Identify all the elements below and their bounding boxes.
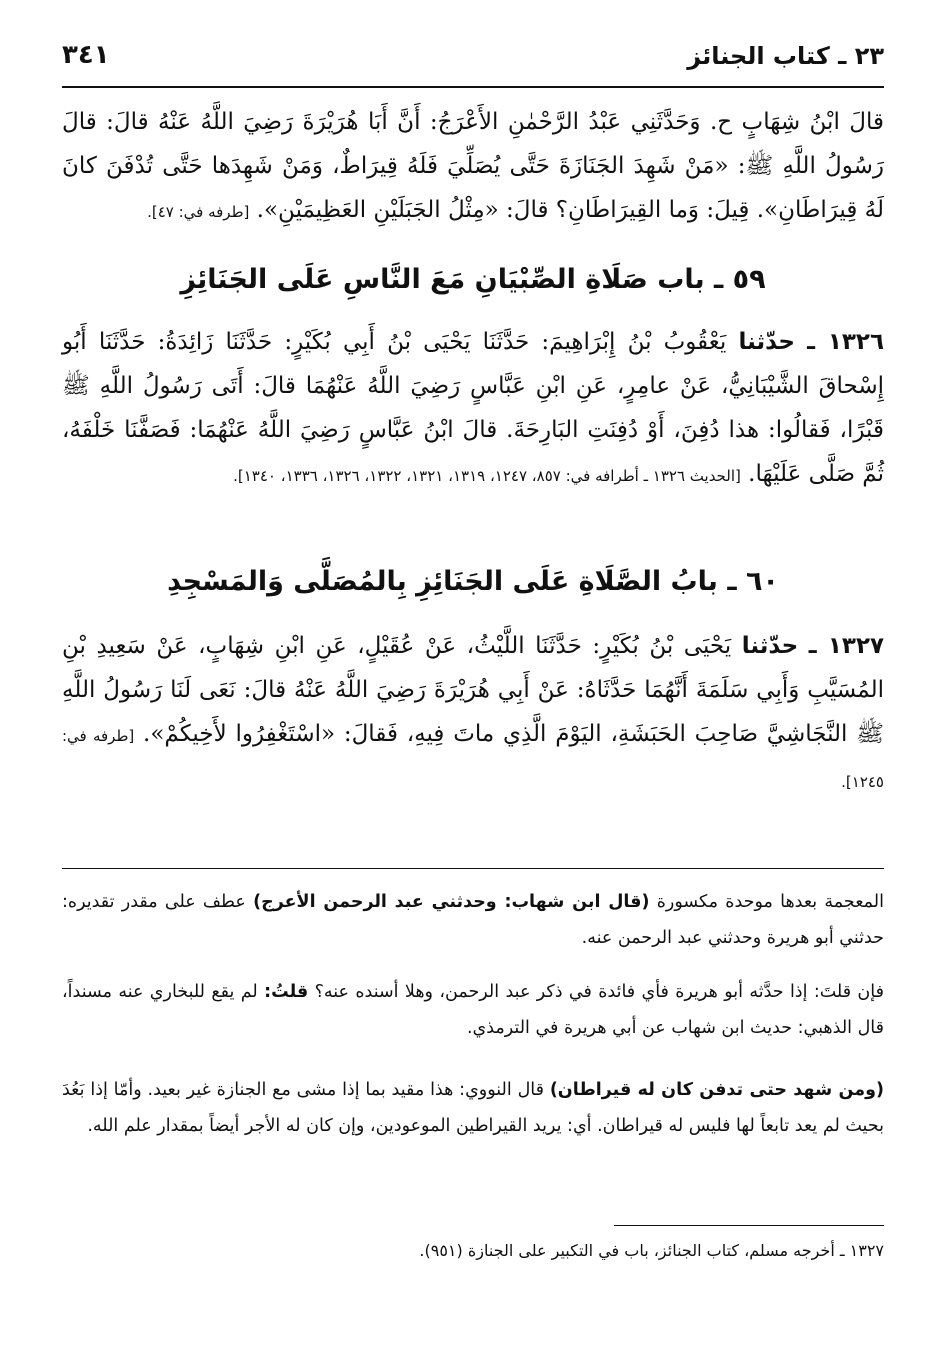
commentary-heading: (قال ابن شهاب: وحدثني عبد الرحمن الأعرج) (253, 892, 650, 912)
commentary-text: عطف على مقدر تقديره: حدثني أبو هريرة وحدثني عبد الرحمن عنه. (62, 892, 884, 948)
footnote-rule (614, 1225, 884, 1226)
hadith-label: حدّثنا (741, 633, 799, 659)
commentary-text: فإن قلتَ: إذا حدَّثه أبو هريرة فأي فائدة في ذكر عبد الرحمن، وهلا أسنده عنه؟ (314, 982, 884, 1002)
chapter-60-title: ٦٠ ـ بابُ الصَّلَاةِ عَلَى الجَنَائِزِ بِالمُصَلَّى وَالمَسْجِدِ (167, 566, 779, 597)
commentary-text: المعجمة بعدها موحدة مكسورة (656, 892, 884, 912)
book-title: ٢٣ ـ كتاب الجنائز (687, 42, 884, 70)
hadith-text: يَعْقُوبُ بْنُ إِبْرَاهِيمَ: حَدَّثَنَا يَحْيَى بْنُ أَبِي بُكَيْرٍ: حَدَّثَنَا زَائِدَةُ: حَدَّثَنَا أَبُو إِسْحاقَ الشَّيْبَانِيُّ، عَنْ عامِرٍ، عَنِ ابْنِ عَبَّاسٍ رَضِيَ اللَّهُ عَنْهُمَا قالَ: أَتَى رَسُولُ اللَّهِ ﷺ قَبْرًا، فَقالُوا: هذا دُفِنَ، أَوْ دُفِنَتِ البَارِحَةَ. قالَ ابْنُ عَبَّاسٍ رَضِيَ اللَّهُ عَنْهُمَا: فَصَفَّنَا خَلْفَهُ، ثُمَّ صَلَّى عَلَيْهَا. (62, 329, 884, 487)
hadith-1326 (62, 320, 884, 498)
hadith-text: يَحْيَى بْنُ بُكَيْرٍ: حَدَّثَنَا اللَّيْثُ، عَنْ عُقَيْلٍ، عَنِ ابْنِ شِهَابٍ، عَنْ سَعِيدِ بْنِ المُسَيَّبِ وَأَبِي سَلَمَةَ أَنَّهُمَا حَدَّثَاهُ: عَنْ أَبِي هُرَيْرَةَ رَضِيَ اللَّهُ عَنْهُ قالَ: نَعَى لَنَا رَسُولُ اللَّهِ ﷺ النَّجَاشِيَّ صَاحِبَ الحَبَشَةِ، اليَوْمَ الَّذِي ماتَ فِيهِ، فَقالَ: «اسْتَغْفِرُوا لأَخِيكُمْ». (62, 633, 884, 747)
commentary-divider (62, 868, 884, 869)
hadith-number: ١٣٢٧ ـ (808, 633, 885, 659)
hadith-1327 (62, 624, 884, 804)
commentary-paragraph-2 (62, 974, 884, 1046)
commentary-heading: قلتُ: (264, 982, 309, 1002)
chapter-59-title: ٥٩ ـ باب صَلَاةِ الصِّبْيَانِ مَعَ النَّاسِ عَلَى الجَنَائِزِ (180, 264, 766, 295)
commentary-text: لم يقع للبخاري عنه مسنداً، قال الذهبي: حديث ابن شهاب عن أبي هريرة في الترمذي. (62, 982, 884, 1038)
hadith-label: حدّثنا (738, 329, 795, 355)
running-head (62, 36, 884, 88)
intro-paragraph (62, 100, 884, 234)
hadith-reference: [الحديث ١٣٢٦ ـ أطرافه في: ٨٥٧، ١٢٤٧، ١٣١٩، ١٣٢١، ١٣٢٢، ١٣٢٦، ١٣٣٦، ١٣٤٠]. (233, 467, 741, 485)
hadith-number: ١٣٢٦ ـ (807, 329, 885, 355)
commentary-text: قال النووي: هذا مقيد بما إذا مشى مع الجنازة غير بعيد. وأمّا إذا بَعُدَ بحيث لم يعد تابعاً لها فليس له قيراطان. أي: يريد القيراطين الموعودين، وإن كان له الأجر أيضاً بمقدار علم الله. (62, 1080, 884, 1136)
intro-reference: [طرفه في: ٤٧]. (147, 203, 250, 221)
commentary-heading: (ومن شهد حتى تدفن كان له قيراطان) (549, 1080, 884, 1100)
hadith-reference: [طرفه في: ١٢٤٥]. (62, 727, 884, 791)
intro-text: قالَ ابْنُ شِهَابٍ ح. وَحَدَّثَنِي عَبْدُ الرَّحْمٰنِ الأَعْرَجُ: أَنَّ أَبَا هُرَيْرَةَ رَضِيَ اللَّهُ عَنْهُ قالَ: قالَ رَسُولُ اللَّهِ ﷺ: «مَنْ شَهِدَ الجَنَازَةَ حَتَّى يُصَلِّيَ فَلَهُ قِيرَاطٌ، وَمَنْ شَهِدَها حَتَّى تُدْفَنَ كانَ لَهُ قِيرَاطَانِ». قِيلَ: وَما القِيرَاطَانِ؟ قالَ: «مِثْلُ الجَبَلَيْنِ العَظِيمَيْنِ». (62, 109, 884, 223)
commentary-paragraph-1 (62, 884, 884, 956)
commentary-paragraph-3 (62, 1072, 884, 1144)
footnote: ١٣٢٧ ـ أخرجه مسلم، كتاب الجنائز، باب في التكبير على الجنازة (٩٥١). (419, 1241, 884, 1260)
page-number: ٣٤١ (62, 40, 110, 70)
